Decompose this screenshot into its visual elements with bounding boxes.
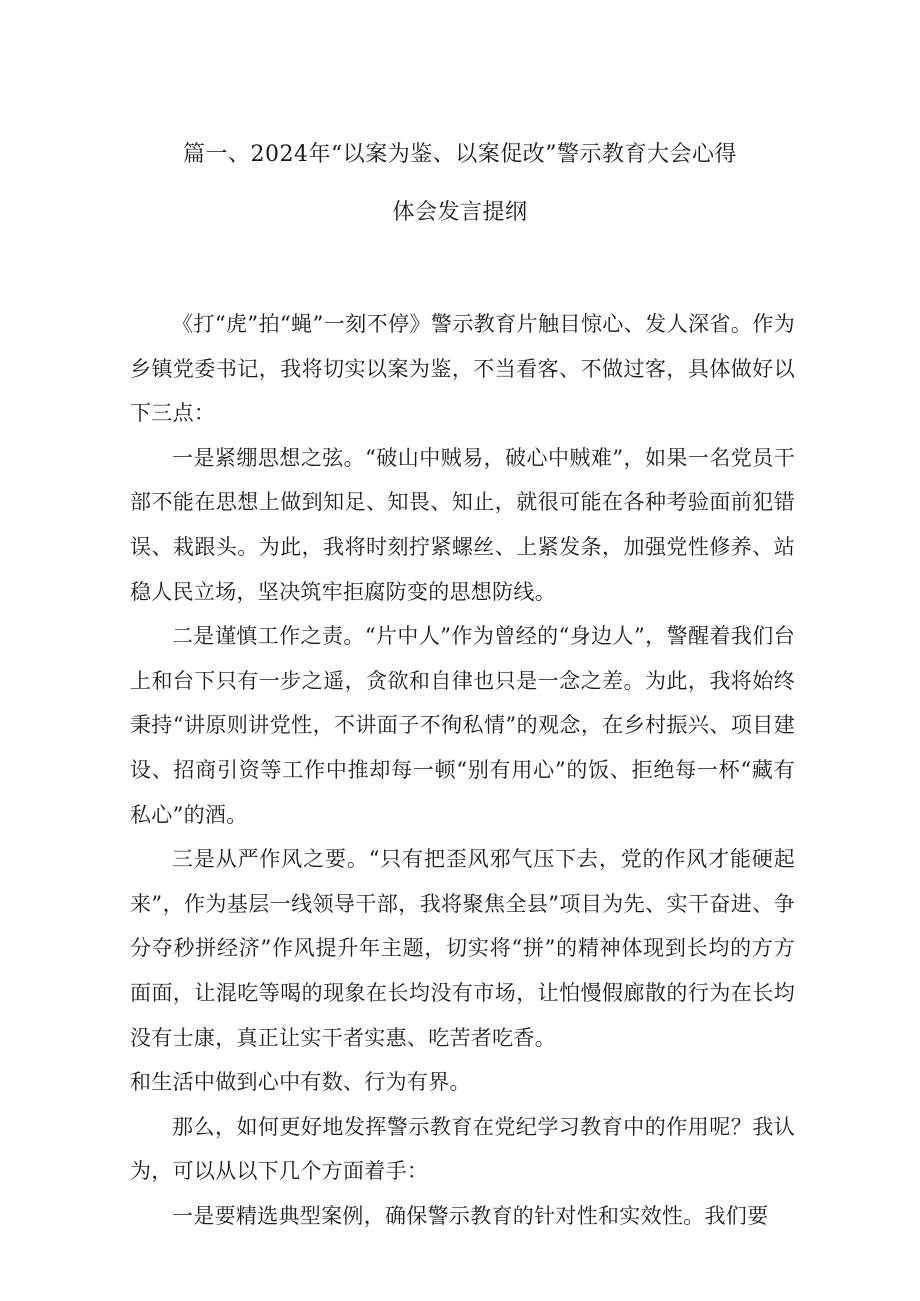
paragraph-fragment: 和生活中做到心中有数、行为有界。 xyxy=(130,1070,471,1095)
paragraph-method-1: 一是要精选典型案例，确保警示教育的针对性和实效性。我们要 xyxy=(172,1203,769,1228)
paragraph-question: 那么，如何更好地发挥警示教育在党纪学习教育中的作用呢？我认为，可以从以下几个方面着手： xyxy=(130,1114,795,1184)
document-title-line-2: 体会发言提纲 xyxy=(392,200,528,225)
paragraph-point-3: 三是从严作风之要。“只有把歪风邪气压下去，党的作风才能硬起来”，作为基层一线领导干部，我将聚焦全县”项目为先、实干奋进、争分夺秒拼经济”作风提升年主题，切实将“拼”的精神体现到长均的方方面面，让混吃等喝的现象在长均没有市场，让怕慢假廊散的行为在长均没有士康，真正让实干者实惠、吃苦者吃香。 xyxy=(130,847,795,1050)
paragraph-point-1: 一是紧绷思想之弦。“破山中贼易，破心中贼难”，如果一名党员干部不能在思想上做到知足、知畏、知止，就很可能在各种考验面前犯错误、栽跟头。为此，我将时刻拧紧螺丝、上紧发条，加强党性修养、站稳人民立场，坚决筑牢拒腐防变的思想防线。 xyxy=(130,445,795,604)
document-body xyxy=(130,302,795,1238)
paragraph-intro: 《打“虎”拍“蝇”一刻不停》警示教育片触目惊心、发人深省。作为乡镇党委书记，我将切实以案为鉴，不当看客、不做过客，具体做好以下三点： xyxy=(130,312,795,426)
document-title-line-1: 篇一、2024年“以案为鉴、以案促改”警示教育大会心得 xyxy=(183,142,737,167)
paragraph-point-2: 二是谨慎工作之责。“片中人”作为曾经的“身边人”，警醒着我们台上和台下只有一步之遥，贪欲和自律也只是一念之差。为此，我将始终秉持“讲原则讲党性，不讲面子不徇私情”的观念，在乡村振兴、项目建设、招商引资等工作中推却每一顿“别有用心”的饭、拒绝每一杯“藏有私心”的酒。 xyxy=(130,624,795,827)
